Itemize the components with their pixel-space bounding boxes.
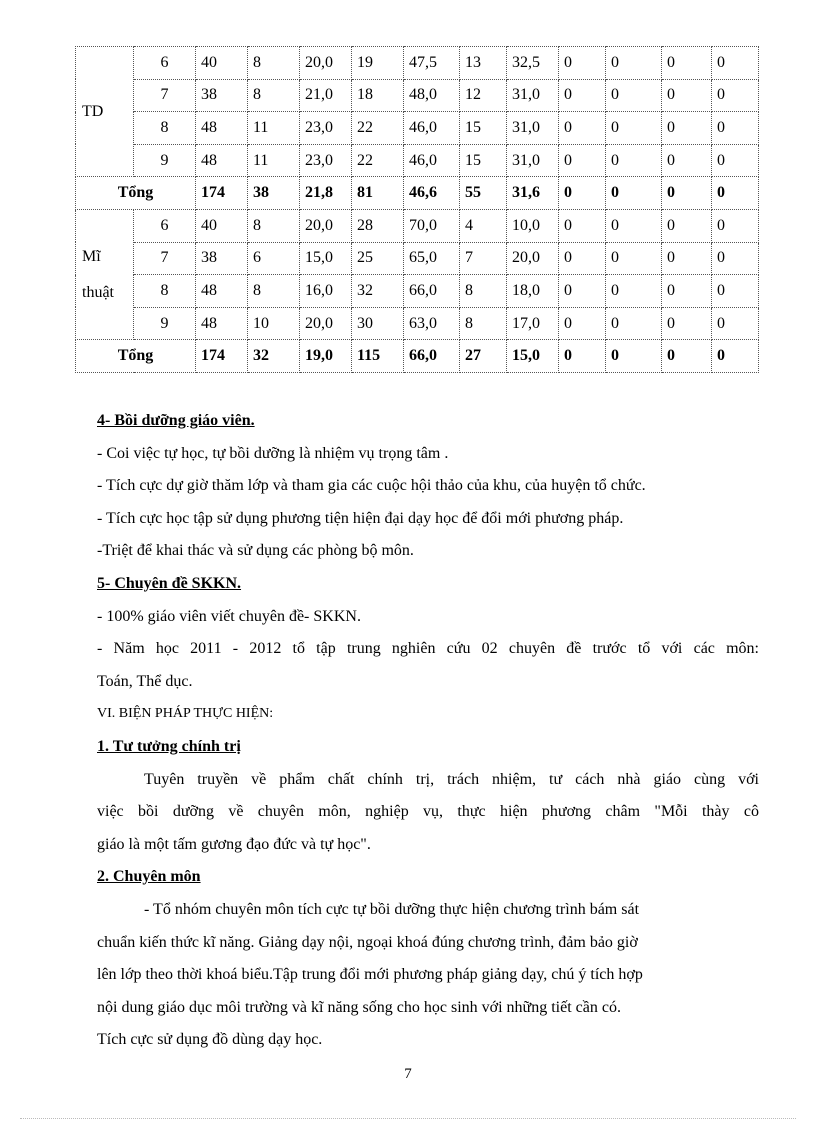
list-item: - Tích cực dự giờ thăm lớp và tham gia các cuộc hội thảo của khu, của huyện tổ chức. [97, 477, 646, 495]
table-cell: 25 [352, 242, 404, 275]
table-cell: 81 [352, 177, 404, 210]
table-cell: 46,0 [404, 144, 460, 177]
table-cell: 0 [559, 177, 606, 210]
paragraph-line: nội dung giáo dục môi trường và kĩ năng sống cho học sinh với những tiết cần có. [97, 998, 621, 1016]
table-cell: 0 [559, 47, 606, 80]
table-cell: 47,5 [404, 47, 460, 80]
section-heading-skkn: 5- Chuyên đề SKKN. [97, 574, 242, 592]
table-cell: 32 [248, 340, 300, 373]
table-cell: 15 [460, 144, 507, 177]
paragraph-line: giáo là một tấm gương đạo đức và tự học". [97, 835, 371, 853]
list-item-continuation: Toán, Thể dục. [97, 672, 193, 690]
table-cell: 46,6 [404, 177, 460, 210]
paragraph-line: việc bồi dưỡng về chuyên môn, nghiệp vụ, thực hiện phương châm "Mỗi thày cô [97, 803, 759, 821]
table-cell: 65,0 [404, 242, 460, 275]
group-label-td [76, 47, 134, 177]
table-cell: 9 [134, 144, 196, 177]
table-cell: 0 [559, 144, 606, 177]
table-cell: 6 [134, 47, 196, 80]
table-cell: 66,0 [404, 340, 460, 373]
table-cell: 32 [352, 275, 404, 308]
table-cell: 0 [712, 47, 759, 80]
table-cell: 70,0 [404, 209, 460, 242]
table-cell: 31,0 [507, 112, 559, 145]
table-cell: 0 [662, 242, 712, 275]
page-bottom-divider [20, 1118, 796, 1119]
table-cell: 0 [606, 112, 662, 145]
table-row [76, 79, 759, 112]
table-cell: 0 [712, 144, 759, 177]
table-cell: 0 [712, 242, 759, 275]
table-total-row [76, 340, 759, 373]
paragraph-line: lên lớp theo thời khoá biểu.Tập trung đổi mới phương pháp giảng dạy, chú ý tích hợp [97, 966, 643, 984]
table-cell: 20,0 [300, 307, 352, 340]
table-cell: 48 [196, 144, 248, 177]
table-cell: 8 [248, 79, 300, 112]
table-cell: 23,0 [300, 112, 352, 145]
table-cell: 0 [559, 307, 606, 340]
table-cell: 27 [460, 340, 507, 373]
table-cell: 174 [196, 340, 248, 373]
table-cell: 16,0 [300, 275, 352, 308]
table-cell: 0 [559, 242, 606, 275]
table-cell: 8 [134, 112, 196, 145]
table-cell: 0 [662, 47, 712, 80]
body-text [97, 405, 759, 1057]
table-cell: 0 [606, 177, 662, 210]
table-cell: 7 [460, 242, 507, 275]
table-row [76, 112, 759, 145]
table-row [76, 275, 759, 308]
list-item: - Tích cực học tập sử dụng phương tiện hiện đại dạy học để đổi mới phương pháp. [97, 509, 624, 527]
table-cell: 0 [662, 177, 712, 210]
section-heading-teacher-training: 4- Bồi dưỡng giáo viên. [97, 412, 255, 429]
table-cell: 0 [662, 79, 712, 112]
table-cell: 48 [196, 112, 248, 145]
table-cell: 13 [460, 47, 507, 80]
table-cell: 31,0 [507, 144, 559, 177]
table-cell: 15,0 [507, 340, 559, 373]
table-cell: 0 [606, 47, 662, 80]
table-cell: 21,8 [300, 177, 352, 210]
table-cell: 4 [460, 209, 507, 242]
table-cell: 55 [460, 177, 507, 210]
table-cell: 0 [712, 340, 759, 373]
table-cell: 46,0 [404, 112, 460, 145]
table-cell: 0 [606, 209, 662, 242]
table-cell: 15 [460, 112, 507, 145]
table-total-row [76, 177, 759, 210]
table-cell: 0 [606, 340, 662, 373]
table-cell: 0 [559, 275, 606, 308]
table-cell: 8 [248, 47, 300, 80]
table-cell: 0 [559, 112, 606, 145]
table-cell: 0 [606, 242, 662, 275]
table-cell: 0 [662, 275, 712, 308]
table-cell: 0 [712, 275, 759, 308]
list-item: - Coi việc tự học, tự bồi dưỡng là nhiệm vụ trọng tâm . [97, 444, 449, 462]
table-cell: 0 [712, 209, 759, 242]
paragraph-line: Tích cực sử dụng đồ dùng dạy học. [97, 1031, 323, 1049]
table-row [76, 242, 759, 275]
table-cell: 48 [196, 275, 248, 308]
total-label: Tổng [76, 177, 196, 210]
table-cell: 31,0 [507, 79, 559, 112]
table-cell: 9 [134, 307, 196, 340]
group-label-line: thuật [82, 283, 114, 301]
table-cell: 11 [248, 144, 300, 177]
table-cell: 6 [134, 209, 196, 242]
table-cell: 20,0 [300, 47, 352, 80]
table-cell: 21,0 [300, 79, 352, 112]
table-cell: 38 [248, 177, 300, 210]
table-row [76, 307, 759, 340]
table-cell: 0 [712, 79, 759, 112]
table-cell: 11 [248, 112, 300, 145]
total-label: Tổng [76, 340, 196, 373]
table-cell: 0 [662, 209, 712, 242]
table-cell: 8 [460, 307, 507, 340]
table-cell: 0 [662, 340, 712, 373]
table-cell: 0 [606, 307, 662, 340]
table-cell: 48 [196, 307, 248, 340]
table-cell: 19,0 [300, 340, 352, 373]
subsection-heading-professional: 2. Chuyên môn [97, 868, 201, 886]
table-cell: 40 [196, 209, 248, 242]
table-cell: 0 [559, 79, 606, 112]
table-cell: 0 [606, 79, 662, 112]
table-cell: 19 [352, 47, 404, 80]
table-cell: 38 [196, 242, 248, 275]
table-cell: 20,0 [507, 242, 559, 275]
paragraph-line: - Tổ nhóm chuyên môn tích cực tự bồi dưỡng thực hiện chương trình bám sát [144, 900, 640, 918]
table-cell: 0 [606, 275, 662, 308]
table-cell: 6 [248, 242, 300, 275]
group-label-mi-thuat [76, 209, 134, 339]
paragraph-line: chuẩn kiến thức kĩ năng. Giảng dạy nội, ngoại khoá đúng chương trình, đảm bảo giờ [97, 933, 638, 951]
subsection-heading-politics: 1. Tư tưởng chính trị [97, 737, 241, 755]
table-cell: 10 [248, 307, 300, 340]
table-cell: 0 [662, 307, 712, 340]
table-row [76, 144, 759, 177]
table-cell: 12 [460, 79, 507, 112]
table-cell: 28 [352, 209, 404, 242]
table-cell: 8 [248, 275, 300, 308]
table-cell: 30 [352, 307, 404, 340]
table-cell: 10,0 [507, 209, 559, 242]
table-cell: 38 [196, 79, 248, 112]
table-cell: 22 [352, 112, 404, 145]
table-cell: 17,0 [507, 307, 559, 340]
table-cell: 0 [606, 144, 662, 177]
table-cell: 7 [134, 79, 196, 112]
table-cell: 8 [248, 209, 300, 242]
table-cell: 18 [352, 79, 404, 112]
list-item: - Năm học 2011 - 2012 tổ tập trung nghiên cứu 02 chuyên đề trước tổ với các môn: [97, 640, 759, 658]
table-cell: 0 [662, 112, 712, 145]
group-label-line: Mĩ [82, 247, 101, 265]
section-heading-measures: VI. BIỆN PHÁP THỰC HIỆN: [97, 706, 274, 722]
table-cell: 0 [559, 340, 606, 373]
table-cell: 23,0 [300, 144, 352, 177]
table-row [76, 47, 759, 80]
table-row [76, 209, 759, 242]
table-cell: 115 [352, 340, 404, 373]
table-cell: 22 [352, 144, 404, 177]
list-item: - 100% giáo viên viết chuyên đề- SKKN. [97, 607, 361, 625]
table-cell: 15,0 [300, 242, 352, 275]
paragraph-line: Tuyên truyền về phẩm chất chính trị, trách nhiệm, tư cách nhà giáo cùng với [144, 770, 759, 788]
table-cell: 48,0 [404, 79, 460, 112]
table-cell: 8 [134, 275, 196, 308]
table-cell: 20,0 [300, 209, 352, 242]
table-cell: 0 [712, 177, 759, 210]
table-cell: 40 [196, 47, 248, 80]
table-cell: 174 [196, 177, 248, 210]
table-cell: 0 [712, 307, 759, 340]
table-cell: 63,0 [404, 307, 460, 340]
table-cell: 8 [460, 275, 507, 308]
grade-statistics-table [75, 46, 759, 373]
table-cell: 0 [662, 144, 712, 177]
table-cell: 0 [712, 112, 759, 145]
table-cell: 32,5 [507, 47, 559, 80]
table-cell: 18,0 [507, 275, 559, 308]
table-cell: 66,0 [404, 275, 460, 308]
page-number: 7 [404, 1066, 412, 1082]
table-body [76, 47, 759, 373]
list-item: -Triệt để khai thác và sử dụng các phòng bộ môn. [97, 542, 414, 560]
group-label-line: TD [82, 102, 104, 120]
table-cell: 31,6 [507, 177, 559, 210]
table-cell: 7 [134, 242, 196, 275]
table-cell: 0 [559, 209, 606, 242]
